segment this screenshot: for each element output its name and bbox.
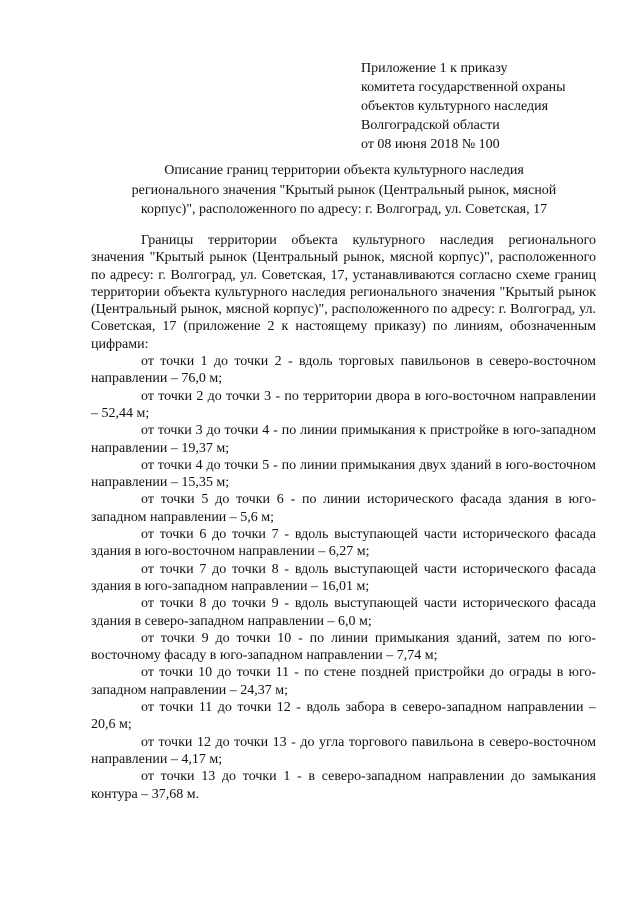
boundary-segment: от точки 13 до точки 1 - в северо-западном направлении до замыкания контура – 37,68 м.: [91, 769, 596, 802]
appendix-header-line: от 08 июня 2018 № 100: [361, 137, 500, 152]
boundary-segment: от точки 12 до точки 13 - до угла торгового павильона в северо-восточном направлении – 4,17 м;: [91, 734, 596, 767]
boundary-segment: от точки 9 до точки 10 - по линии примыкания зданий, затем по юго-восточному фасаду в юго-западном направлении – 7,74 м;: [91, 630, 596, 664]
appendix-header: [361, 59, 611, 154]
intro-paragraph: Границы территории объекта культурного наследия регионального значения "Крытый рынок (Центральный рынок, мясной корпус)", расположенного по адресу: г. Волгоград, ул. Советская, 17, устанавливаются согласно схеме границ территории объекта культурного наследия регионального значения "Крытый рынок (Центральный рынок, мясной корпус)", расположенного по адресу: г. Волгоград, ул. Советская, 17 (приложение 2 к настоящему приказу) по линиям, обозначенным цифрами:: [91, 233, 596, 352]
document-body: [91, 232, 596, 803]
boundary-segment: от точки 4 до точки 5 - по линии примыкания двух зданий в юго-восточном направлении – 15,35 м;: [91, 457, 596, 491]
document-title-line: регионального значения "Крытый рынок (Центральный рынок, мясной: [131, 182, 557, 198]
boundary-segment: от точки 5 до точки 6 - по линии исторического фасада здания в юго-западном направлении – 5,6 м;: [91, 492, 596, 525]
document-title-line: Описание границ территории объекта культурного наследия: [164, 163, 524, 178]
document-title-line: корпус)", расположенного по адресу: г. Волгоград, ул. Советская, 17: [140, 202, 548, 217]
appendix-header-line: Приложение 1 к приказу: [361, 61, 508, 76]
boundary-segment: от точки 3 до точки 4 - по линии примыкания к пристройке в юго-западном направлении – 19,37 м;: [91, 423, 596, 456]
document-title: [92, 161, 596, 220]
boundary-segment: от точки 10 до точки 11 - по стене поздней пристройки до ограды в юго-западном направлении – 24,37 м;: [91, 665, 596, 698]
boundary-segment: от точки 2 до точки 3 - по территории двора в юго-восточном направлении – 52,44 м;: [91, 388, 596, 421]
appendix-header-line: объектов культурного наследия: [361, 99, 549, 114]
boundary-segment: от точки 6 до точки 7 - вдоль выступающей части исторического фасада здания в юго-восточном направлении – 6,27 м;: [91, 527, 596, 560]
boundary-segment: от точки 8 до точки 9 - вдоль выступающей части исторического фасада здания в северо-западном направлении – 6,0 м;: [91, 596, 596, 629]
boundary-segment: от точки 1 до точки 2 - вдоль торговых павильонов в северо-восточном направлении – 76,0 м;: [91, 354, 596, 387]
boundary-segment: от точки 11 до точки 12 - вдоль забора в северо-западном направлении – 20,6 м;: [91, 700, 596, 733]
boundary-segment: от точки 7 до точки 8 - вдоль выступающей части исторического фасада здания в юго-западном направлении – 16,01 м;: [91, 561, 596, 594]
appendix-header-line: комитета государственной охраны: [361, 80, 566, 95]
appendix-header-line: Волгоградской области: [361, 118, 500, 133]
